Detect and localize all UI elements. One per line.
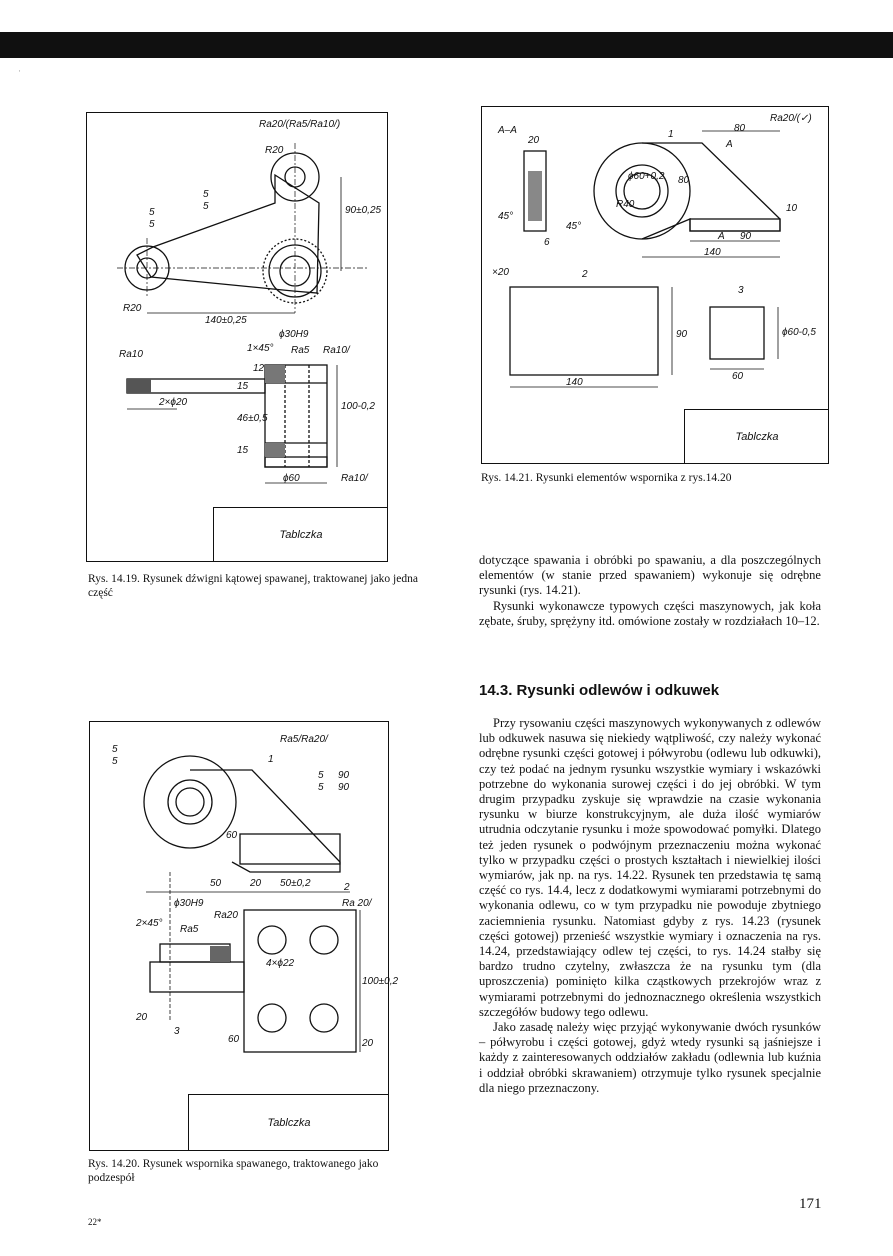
fig3-part-1: 1 (668, 129, 674, 140)
fig2-ra20-b: Ra 20/ (342, 898, 372, 909)
fig2-dim-20-v: 20 (136, 1012, 148, 1023)
fig3-dim-80-top: 80 (734, 123, 746, 134)
fig2-holes: 4×ϕ22 (266, 958, 295, 969)
fig2-part-2: 2 (344, 882, 350, 893)
scan-top-bar (0, 32, 893, 58)
fig3-dim-20: 20 (528, 135, 540, 146)
fig3-arrow-a-bot: A (718, 231, 725, 242)
fig3-angle-45: 45° (498, 211, 514, 222)
section-body-text (479, 716, 821, 1096)
right-intro-text (479, 553, 821, 629)
paragraph: dotyczące spawania i obróbki po spawaniu, a dla poszczególnych elementów (w stanie przed spawaniem) wykonuje się odrębne rysunki (rys. 14.21). (479, 553, 821, 598)
fig3-caption: Rys. 14.21. Rysunki elementów wspornika z rys.14.20 (481, 472, 732, 484)
fig2-dim-60-v2: 60 (228, 1034, 240, 1045)
fig1-weld-b: 5 (203, 201, 209, 212)
fig3-dim-60: 60 (732, 371, 744, 382)
fig3-dim-10: 10 (786, 203, 798, 214)
fig1-ra10-c: Ra10/ (341, 473, 368, 484)
paragraph: Jako zasadę należy więc przyjąć wykonywanie dwóch rysunków – półwyrobu i części gotowej, gdyż wtedy rysunki są jaśniejsze i każdy z zainteresowanych oddziałów zakładu (odlewnia lub kuźnia i oddział obróbki skrawaniem) otrzymuje tylko rysunek specjalnie dla niego przeznaczony. (479, 1020, 821, 1095)
figure-14-19 (86, 112, 388, 562)
fig2-dim-100: 100±0,2 (362, 976, 399, 987)
fig2-title-block: Tablczka (188, 1094, 389, 1151)
page-number: 171 (799, 1196, 822, 1212)
fig1-dim-140: 140±0,25 (205, 315, 247, 326)
fig3-part-3: 3 (738, 285, 744, 296)
figure-14-19-drawing (87, 113, 387, 561)
fig1-ra10-b: Ra10/ (323, 345, 350, 356)
fig3-arrow-a-top: A (726, 139, 733, 150)
fig1-bore: ϕ30H9 (279, 329, 309, 340)
fig1-caption: Rys. 14.19. Rysunek dźwigni kątowej spawanej, traktowanej jako jedna część (88, 573, 418, 599)
fig2-val-90b: 90 (338, 782, 350, 793)
fig1-dim-90: 90±0,25 (345, 205, 382, 216)
fig1-r20-top: R20 (265, 145, 284, 156)
fig1-title-block: Tablczka (213, 507, 388, 562)
fig3-roughness: Ra20/(✓) (770, 113, 812, 124)
fig3-angle-45b: 45° (566, 221, 582, 232)
fig1-dim-12: 12 (253, 363, 265, 374)
fig1-dim-60: ϕ60 (283, 473, 300, 484)
fig1-ra5: Ra5 (291, 345, 310, 356)
fig3-dim-90-v: 90 (676, 329, 688, 340)
fig1-weld-d: 5 (149, 219, 155, 230)
signature-mark: 22* (88, 1217, 102, 1227)
fig1-dim-100: 100-0,2 (341, 401, 375, 412)
fig1-ra10-a: Ra10 (119, 349, 143, 360)
fig2-dim-50: 50 (210, 878, 222, 889)
fig2-ra20-a: Ra20 (214, 910, 238, 921)
fig2-weld-90a: 5 (318, 770, 324, 781)
fig1-chamfer: 1×45° (247, 343, 274, 354)
fig3-dim-90: 90 (740, 231, 752, 242)
fig2-part-1: 1 (268, 754, 274, 765)
fig3-bore: ϕ60+0,2 (628, 171, 665, 182)
fig3-section: A–A (498, 125, 517, 136)
fig2-dim-60-v: 60 (226, 830, 238, 841)
figure-14-20-drawing (90, 722, 399, 1150)
fig3-dim-140-top: 140 (704, 247, 721, 258)
figure-14-21 (481, 106, 829, 464)
fig2-roughness: Ra5/Ra20/ (280, 734, 328, 745)
fig3-dim-6: 6 (544, 237, 550, 248)
fig3-dim-140: 140 (566, 377, 583, 388)
fig2-dim-50b: 50±0,2 (280, 878, 311, 889)
fig3-title-block: Tablczka (684, 409, 829, 464)
fig2-ra5: Ra5 (180, 924, 199, 935)
section-heading: 14.3. Rysunki odlewów i odkuwek (479, 682, 720, 699)
fig2-part-3: 3 (174, 1026, 180, 1037)
fig2-bore: ϕ30H9 (174, 898, 204, 909)
fig1-roughness: Ra20/(Ra5/Ra10/) (259, 119, 341, 130)
fig1-holes: 2×ϕ20 (159, 397, 188, 408)
fig1-dim-46: 46±0,5 (237, 413, 268, 424)
fig1-r20-left: R20 (123, 303, 142, 314)
fig3-dim-80-v: 80 (678, 175, 690, 186)
fig2-weld-tl: 5 (112, 744, 118, 755)
scan-corner-mark: · (18, 66, 21, 76)
fig1-weld-a: 5 (203, 189, 209, 200)
fig2-dim-20-v2: 20 (362, 1038, 374, 1049)
fig1-weld-c: 5 (149, 207, 155, 218)
fig2-val-90a: 90 (338, 770, 350, 781)
fig1-dim-15-top: 15 (237, 381, 249, 392)
fig2-caption: Rys. 14.20. Rysunek wspornika spawanego, traktowanego jako podzespół (88, 1158, 379, 1184)
figure-14-20 (89, 721, 399, 1151)
fig3-x20: ×20 (492, 267, 509, 278)
paragraph: Przy rysowaniu części maszynowych wykonywanych z odlewów lub odkuwek nasuwa się niekiedy wątpliwość, czy należy wykonać odrębne rysunki części gotowej i półwyrobu (odlewu lub odkuwki), czy też podać na jednym rysunku wszystkie wymiary i wskazówki potrzebne do wykonania surowej części i do jej obróbki. W tym drugim przypadku zyskuje się wprawdzie na czasie wykonania rysunku w biurze konstrukcyjnym, ale duża ilość wymiarów utrudnia odczytanie rysunku i może spowodować pomyłki. Dlatego też jeden rysunek o podwójnym przeznaczeniu można wykonać tylko w przypadku części o prostych kształtach i niewielkiej ilości wymiarów, jak np. na rys. 14.22. Rysunek ten przedstawia tę samą część co rys. 14.4, lecz z dodatkowymi wymiarami potrzebnymi do wykonania odlewu, co w tym przypadku nie powoduje zbytniego zaciemnienia rysunku. Natomiast gdyby z rys. 14.23 (rysunek części gotowej) przenieść wszystkie wymiary i oznaczenia na rys. 14.24, przedstawiający odlew tej części, to rys. 14.24 stałby się bardzo trudno czytelny, zwłaszcza że na rysunku tym (dla uproszczenia) pominięto kilka cząstkowych przekrojów wraz z wymiarami potrzebnymi do jednoznacznego określenia wszystkich szczegółów budowy tego odlewu. (479, 716, 821, 1019)
fig2-weld-90b: 5 (318, 782, 324, 793)
fig3-r40: R40 (616, 199, 635, 210)
fig2-dim-20: 20 (250, 878, 262, 889)
paragraph: Rysunki wykonawcze typowych części maszynowych, jak koła zębate, śruby, sprężyny itd. omówione zostały w rozdziałach 10–12. (479, 598, 821, 628)
fig2-weld-tl2: 5 (112, 756, 118, 767)
fig2-chamfer: 2×45° (136, 918, 163, 929)
fig1-dim-15-bot: 15 (237, 445, 249, 456)
fig3-dim-60-v: ϕ60-0,5 (782, 327, 816, 338)
fig3-part-2: 2 (582, 269, 588, 280)
